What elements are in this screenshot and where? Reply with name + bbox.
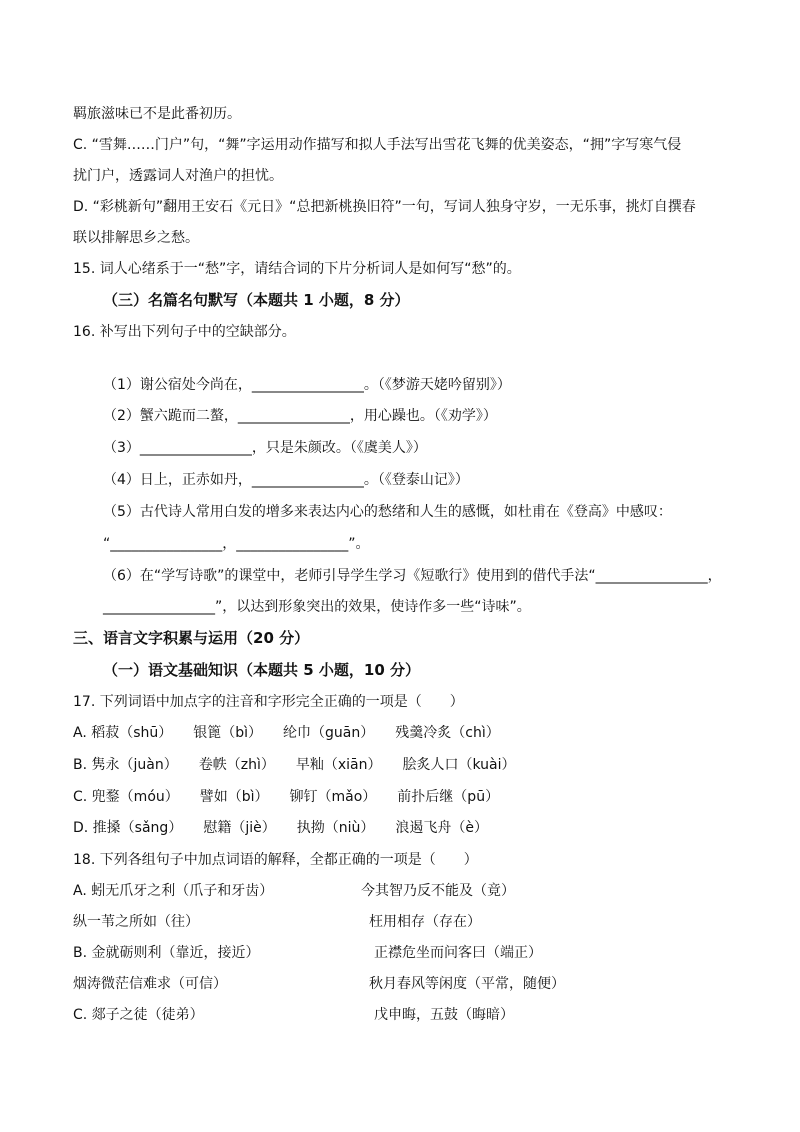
section-heading-3: （三）名篇名句默写（本题共 1 小题，8 分） bbox=[103, 291, 410, 309]
q18-row-right: 枉用相存（存在） bbox=[369, 914, 481, 930]
q17-option-c: C. 兜鍪（móu） 譬如（bì） 铆钉（mǎo） 前扑后继（pū） bbox=[73, 789, 500, 805]
blank-item-6: （6）在“学写诗歌”的课堂中，老师引导学生学习《短歌行》使用到的借代手法“________________， bbox=[103, 568, 722, 584]
q17-option-a: A. 稻菽（shū） 银篦（bì） 纶巾（guān） 残羹冷炙（chì） bbox=[73, 725, 500, 741]
blank-item-2: （2）蟹六跪而二螯，________________，用心躁也。（《劝学》） bbox=[103, 408, 497, 424]
blank-item-3: （3）________________，只是朱颜改。（《虞美人》） bbox=[103, 440, 427, 456]
q18-row-left: A. 蚓无爪牙之利（爪子和牙齿） bbox=[73, 883, 274, 899]
q18-row-left: 烟涛微茫信难求（可信） bbox=[73, 976, 227, 992]
q18-row-right: 今其智乃反不能及（竟） bbox=[361, 883, 515, 899]
blank-item-5-answer: “________________，________________”。 bbox=[103, 536, 370, 552]
option-c: C. “雪舞……门户”句，“舞”字运用动作描写和拟人手法写出雪花飞舞的优美姿态，“拥”字写寒气侵 bbox=[73, 137, 682, 153]
q18-row-right: 秋月春风等闲度（平常，随便） bbox=[369, 976, 565, 992]
q18-row-right: 正襟危坐而问客曰（端正） bbox=[374, 945, 542, 961]
blank-item-1: （1）谢公宿处今尚在，________________。（《梦游天姥吟留别》） bbox=[103, 377, 511, 393]
question-18: 18. 下列各组句子中加点词语的解释，全都正确的一项是（ ） bbox=[73, 852, 478, 868]
question-15: 15. 词人心绪系于一“愁”字，请结合词的下片分析词人是如何写“愁”的。 bbox=[73, 261, 521, 277]
question-16: 16. 补写出下列句子中的空缺部分。 bbox=[73, 324, 296, 340]
question-17: 17. 下列词语中加点字的注音和字形完全正确的一项是（ ） bbox=[73, 694, 464, 710]
section-heading-1: （一）语文基础知识（本题共 5 小题，10 分） bbox=[103, 661, 420, 679]
blank-item-6-cont: ________________”，以达到形象突出的效果，使诗作多一些“诗味”。 bbox=[103, 599, 531, 615]
q17-option-b: B. 隽永（juàn） 卷帙（zhì） 早籼（xiān） 脍炙人口（kuài） bbox=[73, 757, 516, 773]
text-line: 联以排解思乡之愁。 bbox=[73, 230, 199, 246]
q18-row-left: 纵一苇之所如（往） bbox=[73, 914, 199, 930]
q18-row-right: 戊申晦，五鼓（晦暗） bbox=[374, 1007, 514, 1023]
blank-item-5: （5）古代诗人常用白发的增多来表达内心的愁绪和人生的感慨，如杜甫在《登高》中感叹： bbox=[103, 504, 672, 520]
text-line: 扰门户，透露词人对渔户的担忧。 bbox=[73, 168, 283, 184]
q18-row-left: C. 郯子之徒（徒弟） bbox=[73, 1007, 204, 1023]
q17-option-d: D. 推搡（sǎng） 慰籍（jiè） 执拗（niù） 浪遏飞舟（è） bbox=[73, 820, 488, 836]
blank-item-4: （4）日上，正赤如丹，________________。（《登泰山记》） bbox=[103, 472, 469, 488]
option-d: D. “彩桃新句”翻用王安石《元日》“总把新桃换旧符”一句，写词人独身守岁，一无乐事，挑灯自撰春 bbox=[73, 199, 696, 215]
text-line: 羁旅滋味已不是此番初历。 bbox=[73, 106, 241, 122]
q18-row-left: B. 金就砺则利（靠近，接近） bbox=[73, 945, 260, 961]
section-heading-part3: 三、语言文字积累与运用（20 分） bbox=[73, 629, 310, 647]
